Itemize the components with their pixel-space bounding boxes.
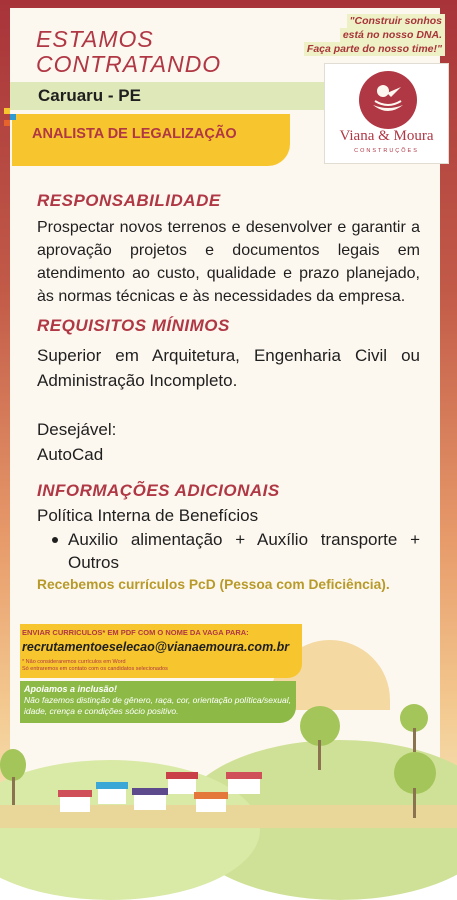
send-cv-note: Só entraremos em contato com os candidatos selecionados <box>22 666 168 672</box>
hiring-title: ESTAMOS CONTRATANDO <box>36 26 222 77</box>
info-text: Política Interna de Benefícios <box>37 506 259 525</box>
house-illustration <box>166 772 198 794</box>
job-city: Caruaru - PE <box>38 86 141 105</box>
inclusion-title: Apoiamos a inclusão! <box>24 684 118 694</box>
desejavel-label: Desejável: <box>37 420 117 439</box>
tree-illustration <box>400 700 430 752</box>
recruitment-email[interactable]: recrutamentoeselecao@vianaemoura.com.br <box>22 640 290 654</box>
house-illustration <box>226 772 262 794</box>
desejavel-value: AutoCad <box>37 445 104 464</box>
tree-illustration <box>392 748 438 818</box>
send-cv-note: * Não consideraremos currículos em Word <box>22 659 126 665</box>
company-logo <box>324 63 449 164</box>
send-cv-instruction: ENVIAR CURRICULOS* EM PDF COM O NOME DA VAGA PARA: <box>22 628 249 637</box>
pcd-notice: Recebemos currículos PcD (Pessoa com Deficiência). <box>37 577 390 592</box>
job-role: ANALISTA DE LEGALIZAÇÃO <box>32 126 237 142</box>
responsabilidade-heading: RESPONSABILIDADE <box>37 191 221 210</box>
bird-nest-icon <box>359 71 417 129</box>
responsabilidade-text: Prospectar novos terrenos e desenvolver e garantir a aprovação projetos e documentos legais em atendimento ao custo, qualidade e prazo planejado, às normas técnicas e às necessidades da empresa. <box>37 219 420 305</box>
inclusion-text: Não fazemos distinção de gênero, raça, cor, orientação política/sexual, idade, crença e condições sócio positivo. <box>24 695 291 716</box>
benefits-text: Auxilio alimentação + Auxílio transporte + Outros <box>68 530 420 572</box>
slogan: "Construir sonhos está no nosso DNA. Faça parte do nosso time!" <box>304 14 445 56</box>
house-illustration <box>58 790 92 812</box>
requisitos-heading: REQUISITOS MÍNIMOS <box>37 316 230 335</box>
info-heading: INFORMAÇÕES ADICIONAIS <box>37 481 280 500</box>
house-illustration <box>96 782 128 804</box>
benefits-list-item <box>52 528 420 574</box>
house-illustration <box>132 788 168 810</box>
logo-subtitle: CONSTRUÇÕES <box>354 148 419 154</box>
tree-illustration <box>298 700 342 770</box>
house-illustration <box>194 792 228 812</box>
decor-square <box>10 114 16 120</box>
tree-illustration <box>0 745 28 805</box>
decor-square <box>4 120 10 126</box>
bullet-dot <box>52 537 58 543</box>
requisitos-text: Superior em Arquitetura, Engenharia Civil ou Administração Incompleto. <box>37 346 420 390</box>
logo-name: Viana & Moura <box>339 128 434 144</box>
